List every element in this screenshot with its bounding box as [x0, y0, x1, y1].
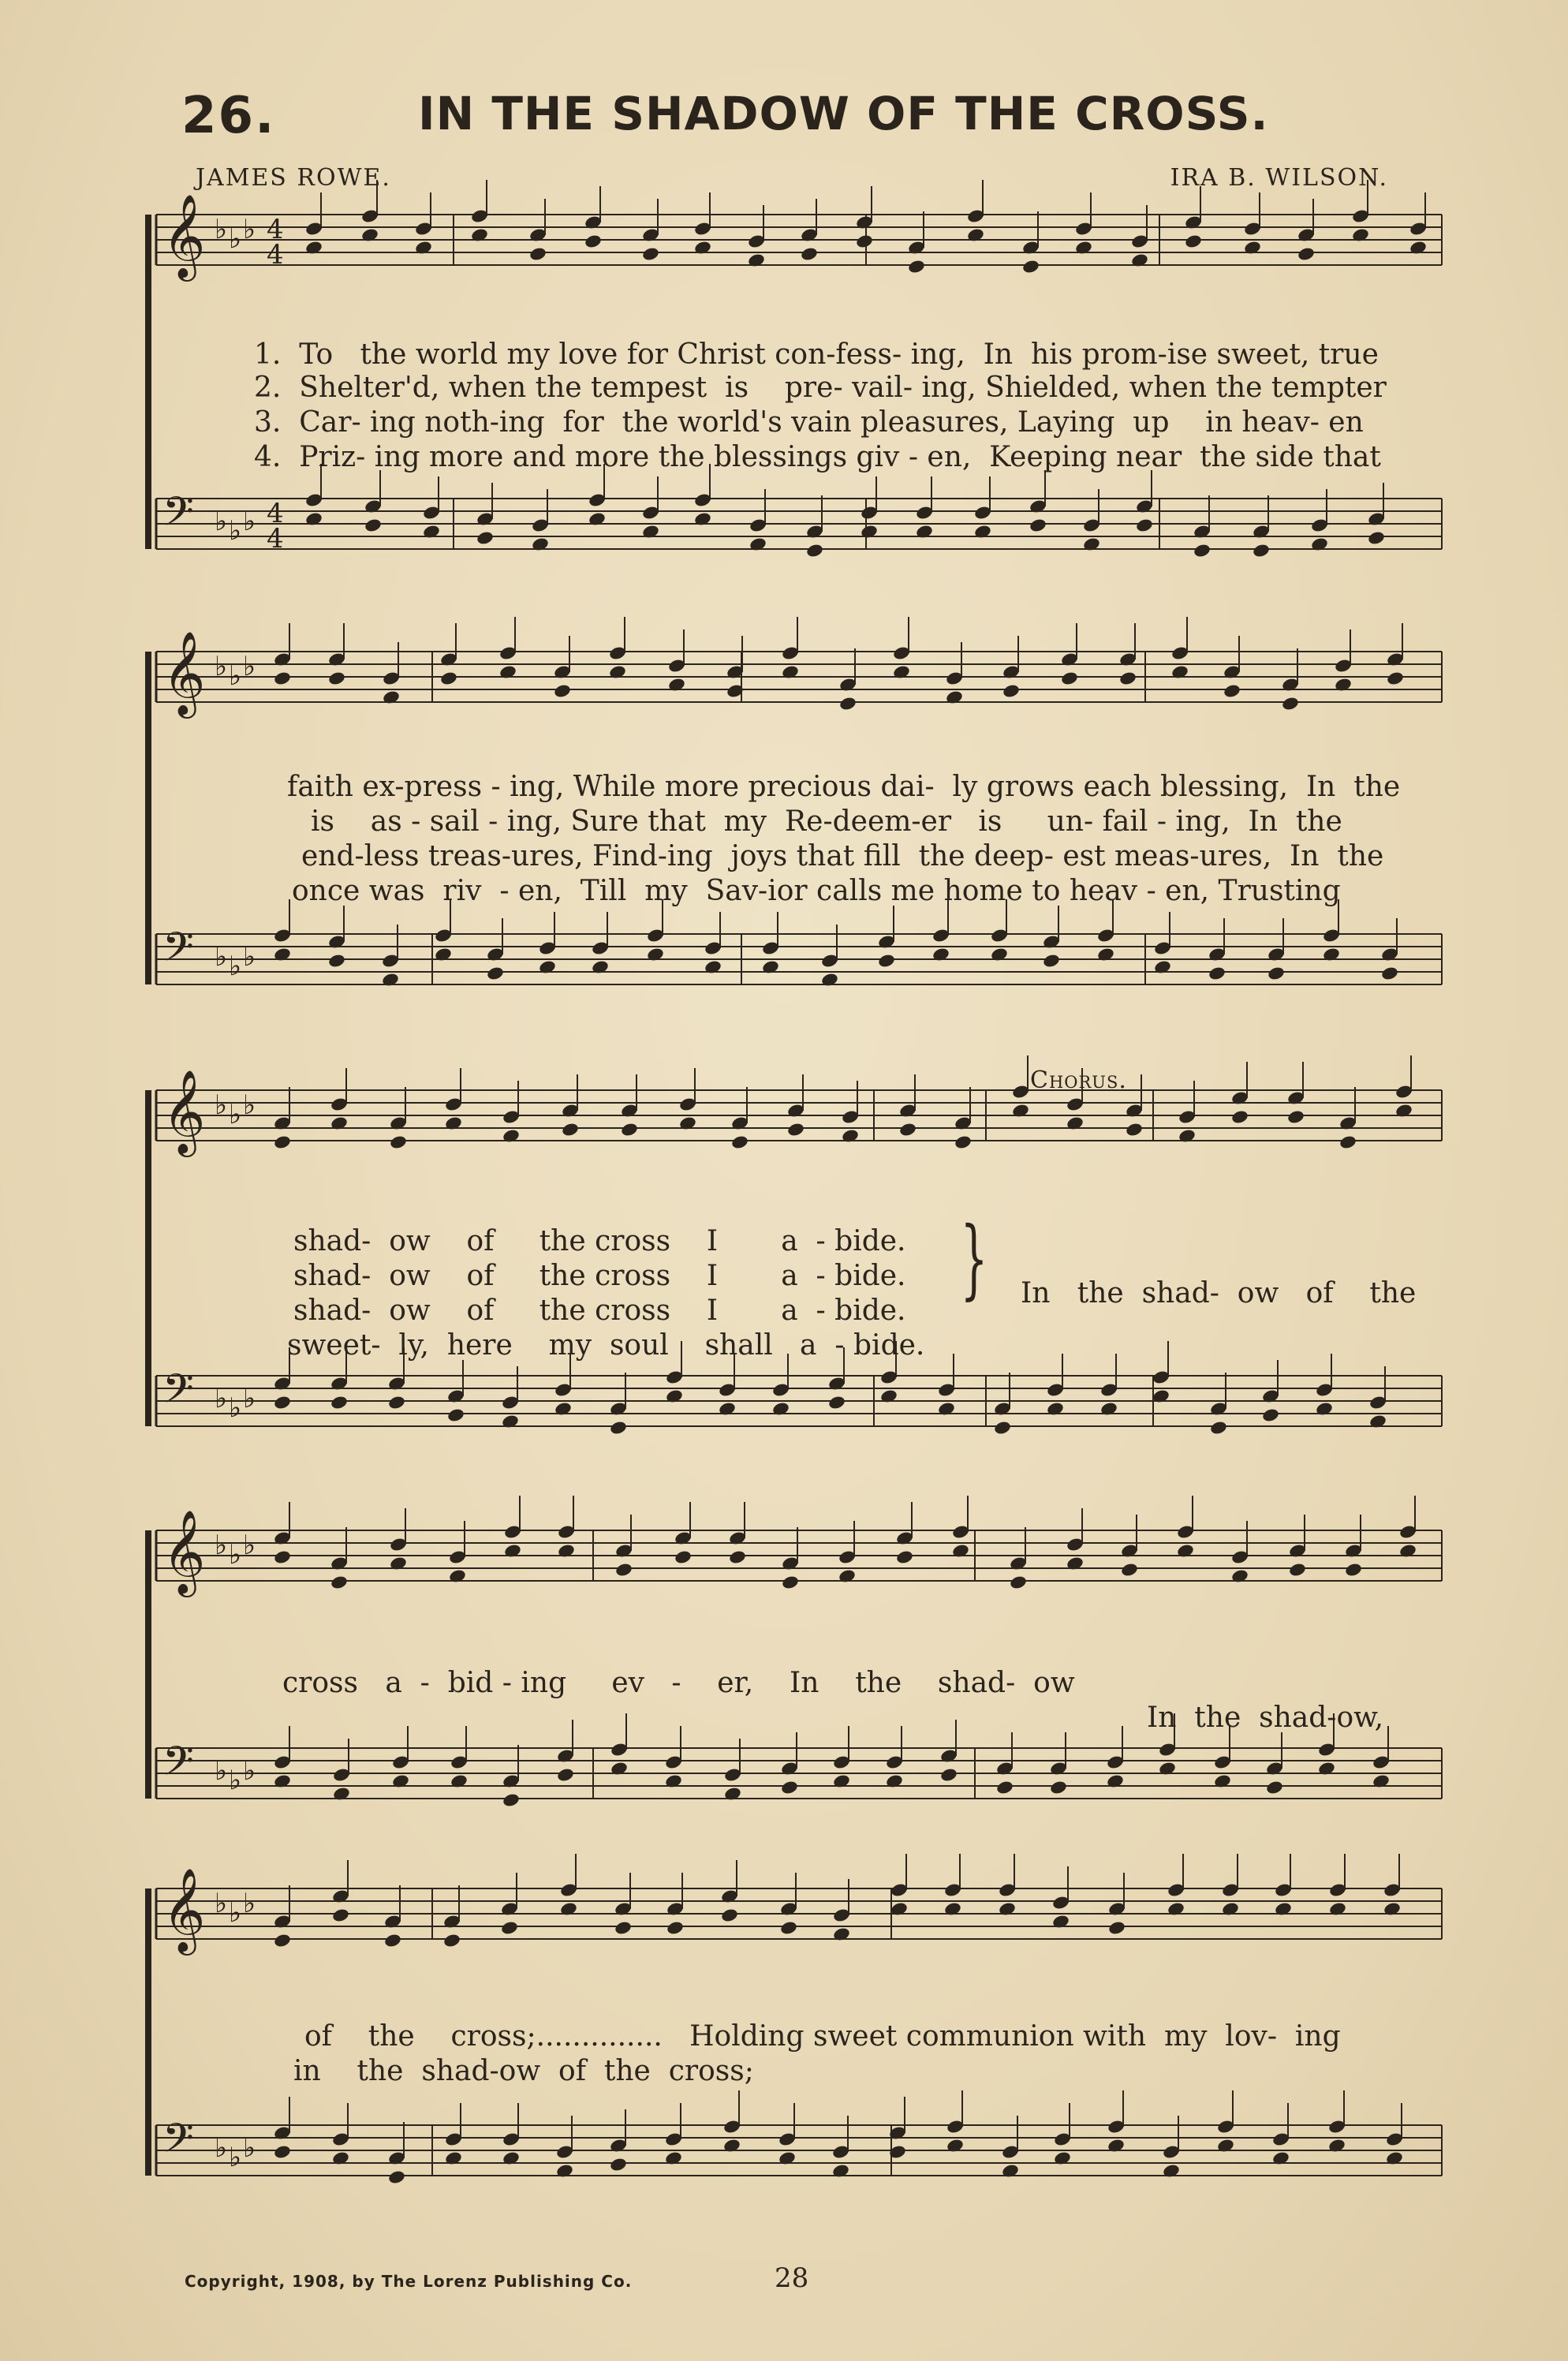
- verse-lyric-line: shad- ow of the cross I a - bide.: [293, 1225, 906, 1257]
- verse-brace: }: [960, 1208, 988, 1309]
- svg-text:𝄞: 𝄞: [162, 630, 206, 715]
- svg-text:♭: ♭: [215, 1530, 228, 1561]
- hymn-title: IN THE SHADOW OF THE CROSS.: [418, 87, 1269, 140]
- svg-text:♭: ♭: [229, 1539, 242, 1571]
- svg-text:4: 4: [267, 214, 284, 245]
- bass-echo-lyric-line: in the shad-ow of the cross;: [293, 2055, 754, 2087]
- svg-text:♭: ♭: [215, 214, 228, 245]
- svg-text:♭: ♭: [243, 214, 256, 245]
- chorus-lyric-line: of the cross;.............. Holding sweet communion with my lov- ing: [304, 2020, 1341, 2053]
- page-number: 28: [775, 2262, 809, 2294]
- svg-text:♭: ♭: [229, 223, 242, 255]
- svg-text:4: 4: [267, 498, 284, 529]
- verse-lyric-line: once was riv - en, Till my Sav-ior calls me home to heav - en, Trusting: [292, 875, 1341, 907]
- hymn-number: 26.: [181, 87, 276, 145]
- svg-text:4: 4: [267, 523, 284, 555]
- svg-text:♭: ♭: [243, 1888, 256, 1919]
- composer-credit: IRA B. WILSON.: [1170, 164, 1388, 192]
- svg-text:𝄢: 𝄢: [162, 488, 194, 545]
- svg-text:♭: ♭: [215, 506, 228, 537]
- svg-text:𝄢: 𝄢: [162, 2114, 194, 2172]
- svg-text:♭: ♭: [243, 1755, 256, 1787]
- svg-text:♭: ♭: [243, 506, 256, 537]
- svg-text:♭: ♭: [229, 951, 242, 982]
- svg-text:𝄞: 𝄞: [162, 193, 206, 278]
- chorus-lyric-line: cross a - bid - ing ev - er, In the shad- ow: [282, 1667, 1075, 1699]
- svg-text:♭: ♭: [229, 2142, 242, 2173]
- svg-text:♭: ♭: [215, 941, 228, 973]
- copyright-notice: Copyright, 1908, by The Lorenz Publishing Co.: [185, 2272, 633, 2291]
- svg-text:𝄢: 𝄢: [162, 1365, 194, 1422]
- verse-lyric-line: 2. Shelter'd, when the tempest is pre- vail- ing, Shielded, when the tempter: [254, 372, 1387, 404]
- svg-text:♭: ♭: [229, 1765, 242, 1796]
- svg-text:♭: ♭: [215, 1089, 228, 1121]
- svg-text:𝄞: 𝄞: [162, 1867, 206, 1952]
- verse-lyric-line: shad- ow of the cross I a - bide.: [293, 1260, 906, 1292]
- svg-text:♭: ♭: [229, 515, 242, 547]
- svg-text:♭: ♭: [229, 1897, 242, 1929]
- svg-text:♭: ♭: [229, 660, 242, 692]
- svg-text:♭: ♭: [215, 1888, 228, 1919]
- verse-lyric-line: shad- ow of the cross I a - bide.: [293, 1294, 906, 1327]
- svg-text:𝄢: 𝄢: [162, 1737, 194, 1795]
- chorus-label: Chorus.: [1030, 1067, 1127, 1094]
- verse-lyric-line: 1. To the world my love for Christ con-fess- ing, In his prom-ise sweet, true: [254, 338, 1379, 371]
- bass-echo-lyric-line: In the shad-ow,: [1147, 1702, 1384, 1734]
- svg-text:4: 4: [267, 239, 284, 271]
- verse-lyric-line: faith ex-press - ing, While more precious dai- ly grows each blessing, In the: [287, 771, 1401, 803]
- verse-lyric-line: 4. Priz- ing more and more the blessings giv - en, Keeping near the side that: [254, 441, 1381, 473]
- refrain-lyric-line: In the shad- ow of the: [1021, 1277, 1417, 1309]
- svg-text:♭: ♭: [243, 1089, 256, 1121]
- verse-lyric-line: 3. Car- ing noth-ing for the world's vain pleasures, Laying up in heav- en: [254, 406, 1364, 439]
- svg-text:♭: ♭: [215, 1755, 228, 1787]
- svg-text:♭: ♭: [243, 651, 256, 682]
- svg-text:♭: ♭: [215, 651, 228, 682]
- svg-text:♭: ♭: [243, 1383, 256, 1414]
- svg-text:♭: ♭: [243, 941, 256, 973]
- svg-text:♭: ♭: [229, 1099, 242, 1130]
- svg-text:𝄢: 𝄢: [162, 923, 194, 981]
- svg-text:♭: ♭: [215, 1383, 228, 1414]
- svg-text:♭: ♭: [243, 1530, 256, 1561]
- svg-text:♭: ♭: [229, 1392, 242, 1424]
- verse-lyric-line: end-less treas-ures, Find-ing joys that fill the deep- est meas-ures, In the: [301, 840, 1384, 872]
- svg-text:𝄞: 𝄞: [162, 1069, 206, 1153]
- svg-text:𝄞: 𝄞: [162, 1509, 206, 1593]
- svg-text:♭: ♭: [243, 2132, 256, 2164]
- verse-lyric-line: sweet- ly, here my soul shall a - bide.: [287, 1329, 925, 1362]
- svg-text:♭: ♭: [215, 2132, 228, 2164]
- verse-lyric-line: is as - sail - ing, Sure that my Re-deem-er is un- fail - ing, In the: [311, 805, 1342, 838]
- lyricist-credit: JAMES ROWE.: [196, 164, 391, 192]
